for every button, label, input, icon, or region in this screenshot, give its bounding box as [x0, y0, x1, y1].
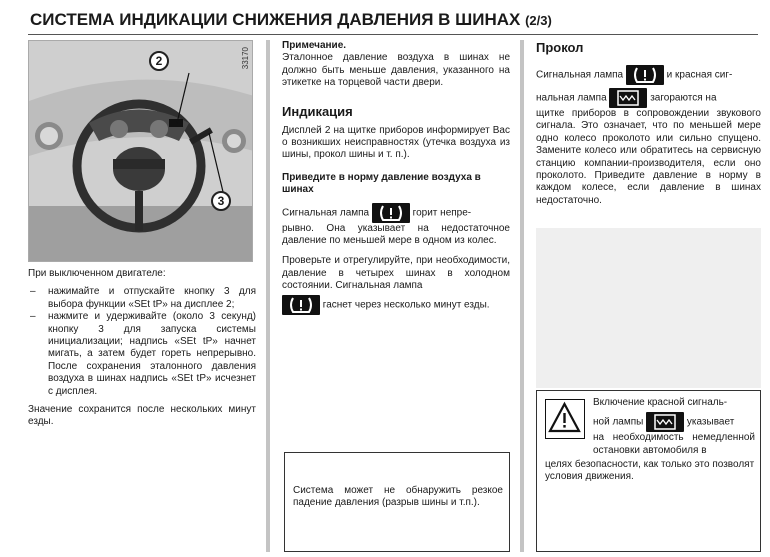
callout-3: 3: [211, 191, 231, 211]
page-number: (2/3): [525, 13, 552, 28]
title-rule: [28, 34, 758, 35]
dashboard-illustration: [29, 41, 253, 262]
note-text: Эталонное давление воздуха в шинах не должно быть меньше давления, указанного на этикетке на торцевой части двери.: [282, 52, 510, 89]
puncture-line-2: нальная лампа загораются на: [536, 88, 761, 108]
dashboard-photo: [28, 40, 253, 262]
subsection-title: Приведите в норму давление воздуха в шинах: [282, 171, 481, 196]
column-separator: [520, 40, 524, 552]
puncture-line-1: Сигнальная лампа и красная сиг-: [536, 65, 761, 85]
hazard-triangle-icon: [545, 399, 585, 439]
check-line: гаснет через несколько минут езды.: [282, 295, 510, 315]
column-2: [282, 40, 510, 315]
figure-code: 33170: [241, 47, 250, 70]
warning-box: [536, 390, 761, 552]
tpms-warning-icon: [372, 203, 410, 223]
note-label: Примечание.: [282, 40, 347, 51]
section-title-indication: Индикация: [282, 103, 353, 119]
callout-2: 2: [149, 51, 169, 71]
column-3: [536, 40, 761, 207]
warning-text: Включение красной сигналь- ной лампы указывает на необходимость немедленной остановки автомобиля в: [593, 397, 755, 456]
warning-continued: целях безопасности, как только это позволят условия движения.: [545, 459, 755, 483]
list-item: – нажимайте и отпускайте кнопку 3 для выбора функции «SEt tP» на дисплее 2;: [28, 286, 256, 311]
indication-text: Дисплей 2 на щитке приборов информирует Вас о возникших неисправностях (утечка воздуха из шины, прокол шины и т. п.).: [282, 124, 510, 161]
puncture-body: щитке приборов в сопровождении звукового сигнала. Это означает, что по меньшей мере одно колесо проколото или сильно спущено. Замените колесо или обратитесь на сервисную станцию компании-производителя, если оно проколото. Приведите давление в норму в каждом колесе, если давление в шинах недостаточно.: [536, 108, 761, 206]
tpms-warning-icon: [626, 65, 664, 85]
lamp-line: Сигнальная лампа горит непре-: [282, 203, 510, 223]
red-warning-lamp-icon: [609, 88, 647, 108]
instruction-intro: При выключенном двигателе:: [28, 268, 166, 279]
instruction-list: [28, 286, 256, 398]
instruction-outro: Значение сохранится после нескольких минут езды.: [28, 404, 256, 428]
note-box-text: Система может не обнаружить резкое падение давления (разрыв шины и т.п.).: [293, 485, 503, 509]
note-box: [284, 452, 510, 552]
column-1: [28, 40, 256, 429]
list-item: – нажмите и удерживайте (около 3 секунд) кнопку 3 для запуска системы инициализации; надпись «SEt tP» начнет мигать, а затем будет гореть непрерывно. После сохранения эталонного давления воздуха в шинах надпись «SEt tP» исчезнет с дисплея.: [28, 311, 256, 398]
tpms-warning-icon: [282, 295, 320, 315]
page-title: СИСТЕМА ИНДИКАЦИИ СНИЖЕНИЯ ДАВЛЕНИЯ В ШИНАХ (2/3): [30, 10, 552, 29]
check-text: Проверьте и отрегулируйте, при необходимости, давление в четырех шинах в холодном состоянии. Сигнальная лампа: [282, 255, 510, 292]
red-warning-lamp-icon: [646, 412, 684, 432]
shaded-area: [536, 228, 761, 388]
section-title-puncture: Прокол: [536, 40, 584, 55]
lamp-text: рывно. Она указывает на недостаточное давление по меньшей мере в одном из колес.: [282, 222, 510, 247]
column-separator: [266, 40, 270, 552]
